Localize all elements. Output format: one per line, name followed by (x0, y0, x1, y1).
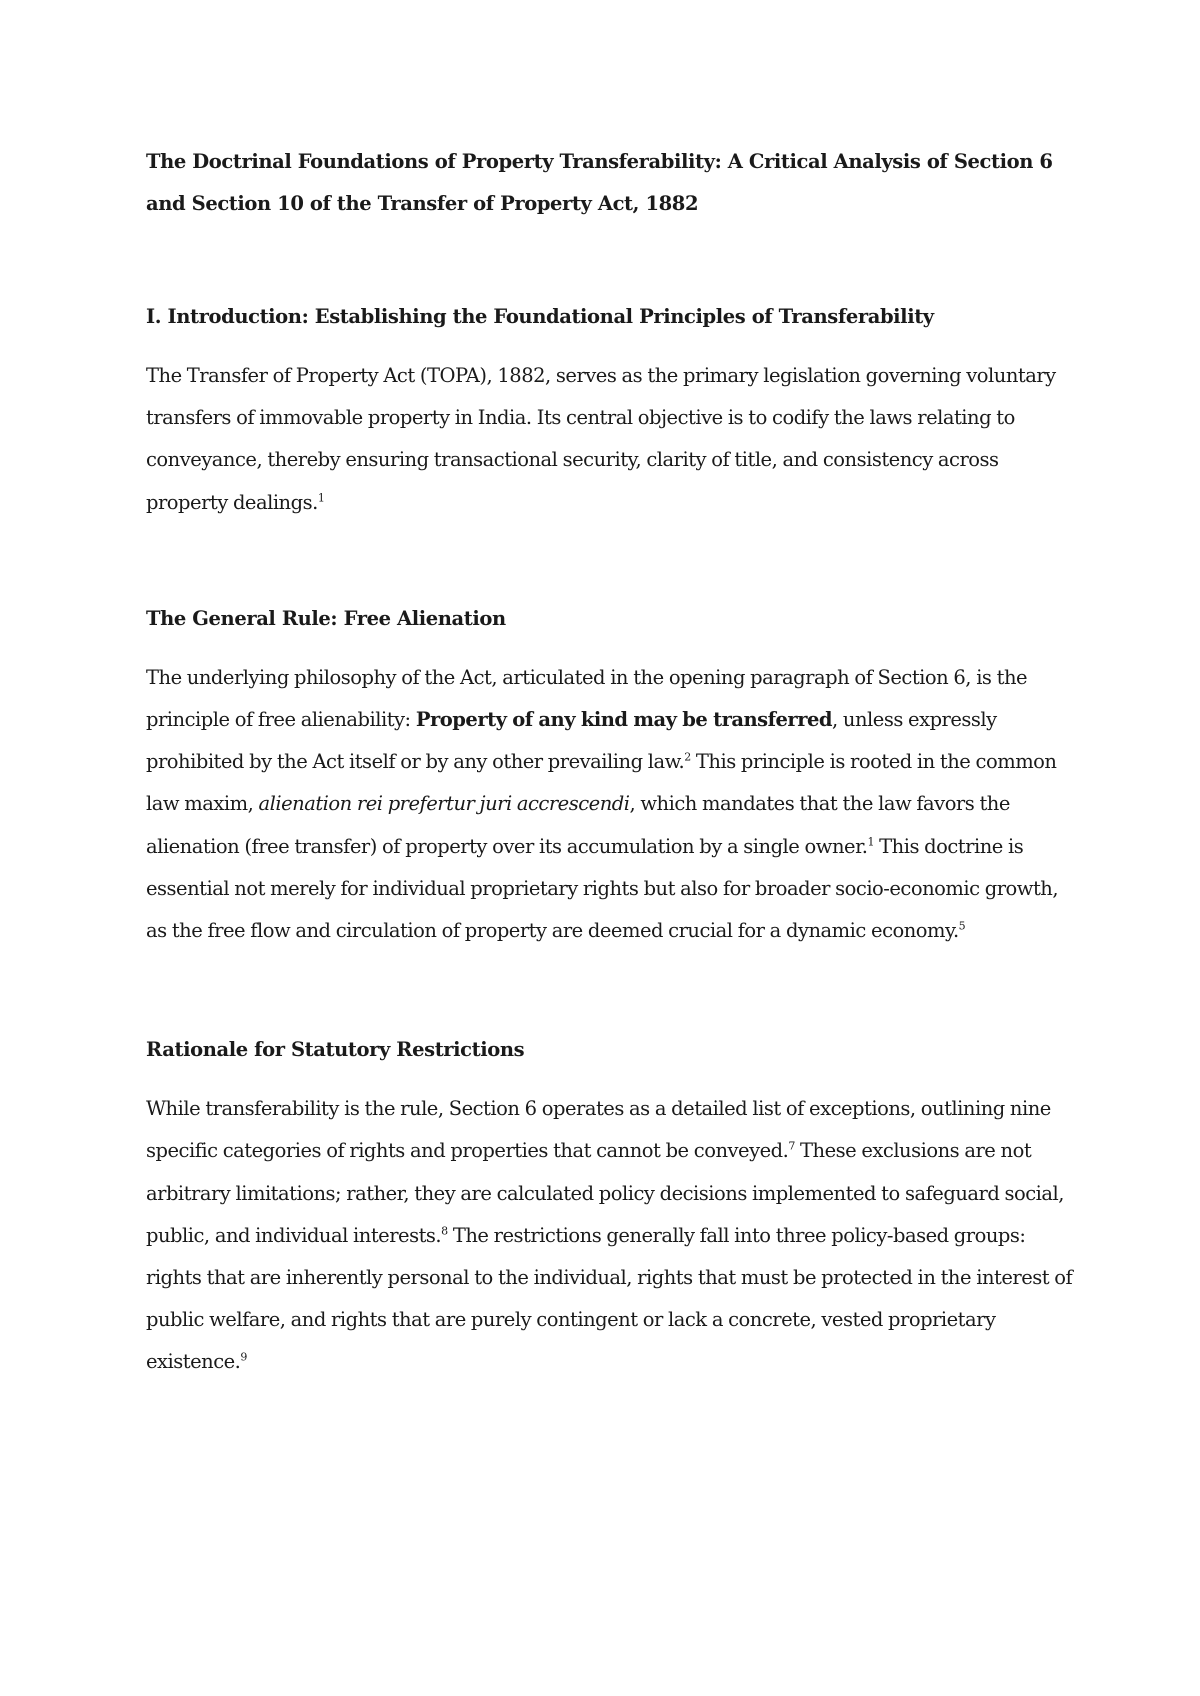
document-title (146, 141, 1076, 225)
document-title-line-2: and Section 10 of the Transfer of Property Act, 1882 (146, 192, 699, 215)
paragraph-text: The underlying philosophy of the Act, articulated in the opening paragraph of Section 6, is the principle of free alienability: (146, 665, 1028, 732)
section-heading-statutory-restrictions: Rationale for Statutory Restrictions (146, 1038, 525, 1062)
paragraph-free-alienation (146, 657, 1076, 952)
paragraph-text: This principle is rooted in the common law maxim, (146, 750, 1057, 816)
document-body (146, 141, 1076, 1384)
paragraph-text: The Transfer of Property Act (TOPA), 1882, serves as the primary legislation governing voluntary transfers of immovable property in India. Its central objective is to codify the laws relating to conveyance, thereby ensuring transactional security, clarity of title, and consistency across property dealings. (146, 364, 1056, 514)
paragraph-text: , unless expressly prohibited by the Act itself or by any other prevailing law. (146, 708, 997, 774)
bold-emphasis: Property of any kind may be transferred (415, 708, 833, 732)
footnote-marker: 2 (684, 750, 691, 764)
footnote-marker: 7 (788, 1139, 795, 1153)
footnote-marker: 5 (958, 919, 966, 933)
document-title-line-1: The Doctrinal Foundations of Property Transferability: A Critical Analysis of Section 6 (146, 150, 1053, 173)
paragraph-text: , which mandates that the law favors the alienation (free transfer) of property over its accumulation by a single owner. (146, 792, 1010, 858)
paragraph-text: These exclusions are not arbitrary limitations; rather, they are calculated policy decisions implemented to safeguard social, public, and individual interests. (146, 1139, 1064, 1247)
section-heading-introduction: I. Introduction: Establishing the Foundational Principles of Transferability (146, 305, 934, 328)
section-heading-free-alienation: The General Rule: Free Alienation (146, 606, 506, 630)
paragraph-statutory-restrictions (146, 1088, 1076, 1383)
footnote-marker: 8 (441, 1224, 448, 1238)
paragraph-text: The restrictions generally fall into three policy-based groups: rights that are inherently personal to the individual, rights that must be protected in the interest of public welfare, and rights that are purely contingent or lack a concrete, vested proprietary existence. (146, 1223, 1073, 1374)
latin-maxim: alienation rei prefertur juri accrescendi (258, 792, 630, 816)
footnote-marker: 9 (240, 1350, 247, 1364)
paragraph-text: This doctrine is essential not merely for individual proprietary rights but also for broader socio-economic growth, as the free flow and circulation of property are deemed crucial for a dynamic economy. (146, 834, 1059, 943)
footnote-marker: 1 (317, 491, 325, 505)
paragraph-introduction (146, 355, 1076, 524)
paragraph-text: While transferability is the rule, Section 6 operates as a detailed list of exceptions, outlining nine specific categories of rights and properties that cannot be conveyed. (146, 1097, 1051, 1163)
footnote-marker: 1 (867, 835, 874, 849)
